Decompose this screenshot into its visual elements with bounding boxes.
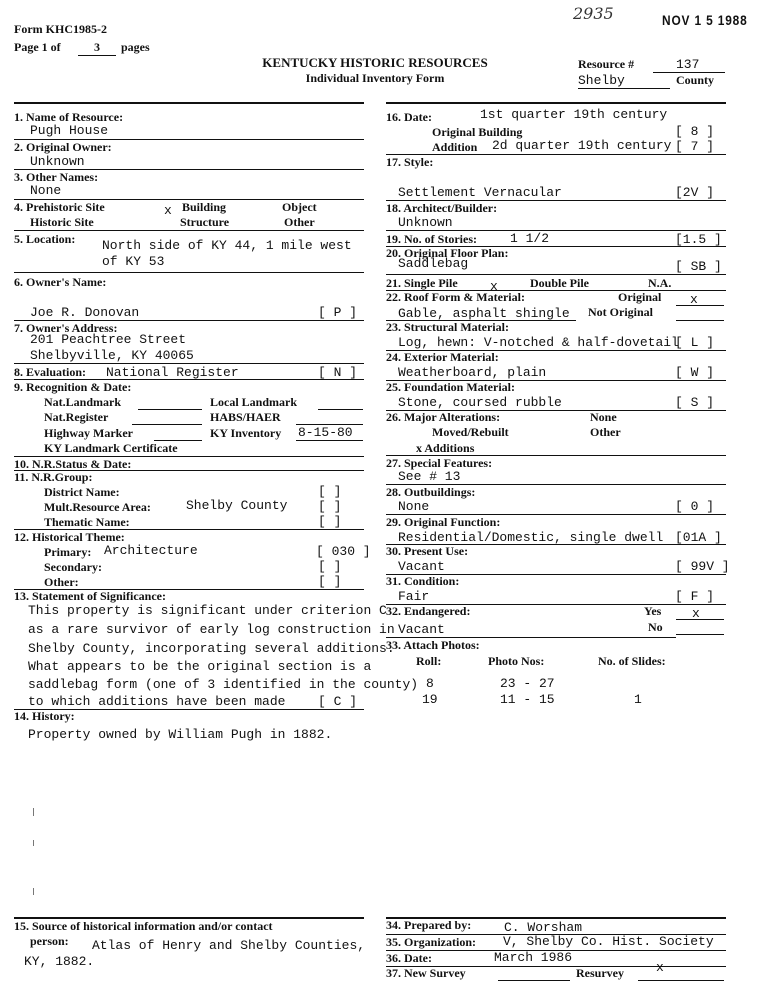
- f28-label: 28. Outbuildings:: [386, 485, 476, 499]
- f21-na: N.A.: [648, 276, 672, 290]
- f21-label: 21. Single Pile: [386, 276, 458, 290]
- f20-value: Saddlebag: [398, 256, 469, 271]
- f15-label: 15. Source of historical information and/or contact: [14, 919, 273, 933]
- f34-value: C. Worsham: [504, 920, 583, 935]
- f31-value: Fair: [398, 589, 430, 604]
- f24-value: Weatherboard, plain: [398, 365, 547, 380]
- f6-code: [ P ]: [318, 305, 358, 320]
- f13-line: to which additions have been made: [28, 694, 286, 709]
- f29-value: Residential/Domestic, single dwell: [398, 530, 664, 545]
- f16-add: Addition: [432, 140, 478, 154]
- f7-value-2: Shelbyville, KY 40065: [30, 348, 194, 363]
- resource-label: Resource #: [578, 57, 635, 71]
- f29-code: [01A ]: [675, 530, 722, 545]
- f17-code: [2V ]: [675, 185, 715, 200]
- f28-value: None: [398, 499, 430, 514]
- f7-value-1: 201 Peachtree Street: [30, 332, 187, 347]
- resource-number: 137: [676, 57, 700, 72]
- f8-value: National Register: [106, 365, 239, 380]
- f13-label: 13. Statement of Significance:: [14, 589, 166, 603]
- f37-mark: x: [656, 960, 664, 975]
- f26-label: 26. Major Alterations:: [386, 410, 501, 424]
- f9-ky-inventory: KY Inventory: [210, 426, 282, 440]
- f12-primary-code: [ 030 ]: [316, 544, 371, 559]
- f11-district-code: [ ]: [318, 484, 342, 499]
- f32-label: 32. Endangered:: [386, 604, 471, 618]
- f32-yes: Yes: [644, 604, 662, 618]
- f26-other: Other: [590, 425, 621, 439]
- f25-code: [ S ]: [675, 395, 715, 410]
- f2-label: 2. Original Owner:: [14, 140, 112, 154]
- f9-highway: Highway Marker: [44, 426, 133, 440]
- f33-roll-value: 19: [422, 692, 438, 707]
- f5-value-1: North side of KY 44, 1 mile west: [102, 238, 352, 253]
- f27-value: See # 13: [398, 469, 461, 484]
- f29-label: 29. Original Function:: [386, 515, 501, 529]
- f12-other-code: [ ]: [318, 574, 342, 589]
- f18-label: 18. Architect/Builder:: [386, 201, 498, 215]
- f9-label: 9. Recognition & Date:: [14, 380, 132, 394]
- f21-mark: x: [490, 279, 498, 294]
- f3-value: None: [30, 183, 62, 198]
- f33-roll-value: 8: [426, 676, 434, 691]
- f32-value: Vacant: [398, 622, 445, 637]
- f14-label: 14. History:: [14, 709, 75, 723]
- f4-historic: Historic Site: [30, 215, 94, 229]
- f4-structure: Structure: [180, 215, 230, 229]
- f9-nat-landmark: Nat.Landmark: [44, 395, 122, 409]
- f33-photos-value: 11 - 15: [500, 692, 555, 707]
- f4-object: Object: [282, 200, 317, 214]
- f4-other: Other: [284, 215, 315, 229]
- f10-label: 10. N.R.Status & Date:: [14, 457, 132, 471]
- f35-value: V, Shelby Co. Hist. Society: [503, 934, 714, 949]
- f22-value: Gable, asphalt shingle: [398, 306, 570, 321]
- f4-mark: x: [164, 203, 172, 218]
- f13-line: saddlebag form (one of 3 identified in the county): [28, 677, 419, 692]
- f14-value: Property owned by William Pugh in 1882.: [28, 727, 333, 742]
- date-stamp: NOV 1 5 1988: [662, 12, 748, 28]
- f35-label: 35. Organization:: [386, 935, 476, 949]
- f15-person: person:: [30, 934, 69, 948]
- f24-label: 24. Exterior Material:: [386, 350, 499, 364]
- f33-slides: No. of Slides:: [598, 654, 666, 668]
- f25-value: Stone, coursed rubble: [398, 395, 562, 410]
- f11-thematic: Thematic Name:: [44, 515, 130, 529]
- f6-value: Joe R. Donovan: [30, 305, 140, 320]
- f31-label: 31. Condition:: [386, 574, 460, 588]
- f15-value-2: KY, 1882.: [24, 954, 95, 969]
- f11-mult-code: [ ]: [318, 499, 342, 514]
- f22-original: Original: [618, 290, 662, 304]
- f20-label: 20. Original Floor Plan:: [386, 246, 509, 260]
- f19-value: 1 1/2: [510, 231, 550, 246]
- f16-add-value: 2d quarter 19th century: [492, 138, 672, 153]
- f15-value-1: Atlas of Henry and Shelby Counties,: [92, 938, 366, 953]
- page-label: Page 1 of: [14, 40, 61, 54]
- f21-double: Double Pile: [530, 276, 589, 290]
- f17-label: 17. Style:: [386, 155, 434, 169]
- f3-label: 3. Other Names:: [14, 170, 99, 184]
- f12-other: Other:: [44, 575, 79, 589]
- f6-label: 6. Owner's Name:: [14, 275, 107, 289]
- form-title: KENTUCKY HISTORIC RESOURCES: [262, 55, 488, 70]
- f26-none: None: [590, 410, 617, 424]
- f16-add-code: [ 7 ]: [675, 139, 715, 154]
- f23-label: 23. Structural Material:: [386, 320, 509, 334]
- f30-label: 30. Present Use:: [386, 544, 469, 558]
- f12-secondary: Secondary:: [44, 560, 102, 574]
- f11-mult-value: Shelby County: [186, 498, 288, 513]
- f27-label: 27. Special Features:: [386, 456, 493, 470]
- handwritten-number: 2935: [573, 4, 614, 23]
- f11-label: 11. N.R.Group:: [14, 470, 93, 484]
- page-total: 3: [94, 40, 100, 54]
- f12-primary: Primary:: [44, 545, 92, 559]
- f33-photos-value: 23 - 27: [500, 676, 555, 691]
- f37-resurvey: Resurvey: [576, 966, 624, 980]
- f32-no: No: [648, 620, 663, 634]
- f12-primary-value: Architecture: [104, 543, 198, 558]
- f25-label: 25. Foundation Material:: [386, 380, 515, 394]
- f22-not-original: Not Original: [588, 305, 653, 319]
- f26-additions: x Additions: [416, 441, 475, 455]
- f8-label: 8. Evaluation:: [14, 365, 87, 379]
- f26-moved: Moved/Rebuilt: [432, 425, 509, 439]
- f1-label: 1. Name of Resource:: [14, 110, 124, 124]
- f24-code: [ W ]: [675, 365, 715, 380]
- f30-code: [ 99V ]: [675, 559, 730, 574]
- f16-label: 16. Date:: [386, 110, 432, 124]
- f22-label: 22. Roof Form & Material:: [386, 290, 525, 304]
- f12-label: 12. Historical Theme:: [14, 530, 125, 544]
- f18-value: Unknown: [398, 215, 453, 230]
- pages-word: pages: [121, 40, 150, 54]
- f7-label: 7. Owner's Address:: [14, 321, 118, 335]
- f4-prehistoric: 4. Prehistoric Site: [14, 200, 105, 214]
- f4-building: Building: [182, 200, 227, 214]
- f23-code: [ L ]: [675, 335, 715, 350]
- f8-code: [ N ]: [318, 365, 358, 380]
- f2-value: Unknown: [30, 154, 85, 169]
- f17-value: Settlement Vernacular: [398, 185, 562, 200]
- f13-code: [ C ]: [318, 694, 358, 709]
- f36-value: March 1986: [494, 950, 573, 965]
- f16-orig: Original Building: [432, 125, 523, 139]
- f13-line: as a rare survivor of early log construction in: [28, 622, 395, 637]
- form-subtitle: Individual Inventory Form: [305, 71, 445, 85]
- f1-value: Pugh House: [30, 123, 109, 138]
- f9-nat-register: Nat.Register: [44, 410, 109, 424]
- f12-secondary-code: [ ]: [318, 559, 342, 574]
- f9-ky-inventory-date: 8-15-80: [298, 425, 353, 440]
- f34-label: 34. Prepared by:: [386, 918, 472, 932]
- f5-value-2: of KY 53: [102, 254, 165, 269]
- f9-habs: HABS/HAER: [210, 410, 281, 424]
- f9-ky-certificate: KY Landmark Certificate: [44, 441, 178, 455]
- f13-line: This property is significant under criterion C: [28, 603, 387, 618]
- form-id: Form KHC1985-2: [14, 22, 107, 36]
- f20-code: [ SB ]: [675, 259, 722, 274]
- f23-value: Log, hewn: V-notched & half-dovetail: [398, 335, 679, 350]
- f31-code: [ F ]: [675, 589, 715, 604]
- county-label: County: [676, 73, 715, 87]
- f32-yes-mark: x: [692, 606, 700, 621]
- f28-code: [ 0 ]: [675, 499, 715, 514]
- f13-line: What appears to be the original section is a: [28, 659, 372, 674]
- f13-line: Shelby County, incorporating several additions.: [28, 641, 395, 656]
- f5-label: 5. Location:: [14, 232, 76, 246]
- f11-mult: Mult.Resource Area:: [44, 500, 151, 514]
- f33-slides-value: 1: [634, 692, 642, 707]
- f16-orig-code: [ 8 ]: [675, 124, 715, 139]
- f11-thematic-code: [ ]: [318, 514, 342, 529]
- f22-original-mark: x: [690, 292, 698, 307]
- f19-code: [1.5 ]: [675, 232, 722, 247]
- f33-label: 33. Attach Photos:: [386, 638, 480, 652]
- f33-photo-nos: Photo Nos:: [488, 654, 545, 668]
- f36-label: 36. Date:: [386, 951, 432, 965]
- f33-roll: Roll:: [416, 654, 442, 668]
- f19-label: 19. No. of Stories:: [386, 232, 477, 246]
- f37-label: 37. New Survey: [386, 966, 466, 980]
- f11-district: District Name:: [44, 485, 120, 499]
- f16-value: 1st quarter 19th century: [480, 107, 668, 122]
- county-name: Shelby: [578, 73, 625, 88]
- f30-value: Vacant: [398, 559, 445, 574]
- f9-local-landmark: Local Landmark: [210, 395, 298, 409]
